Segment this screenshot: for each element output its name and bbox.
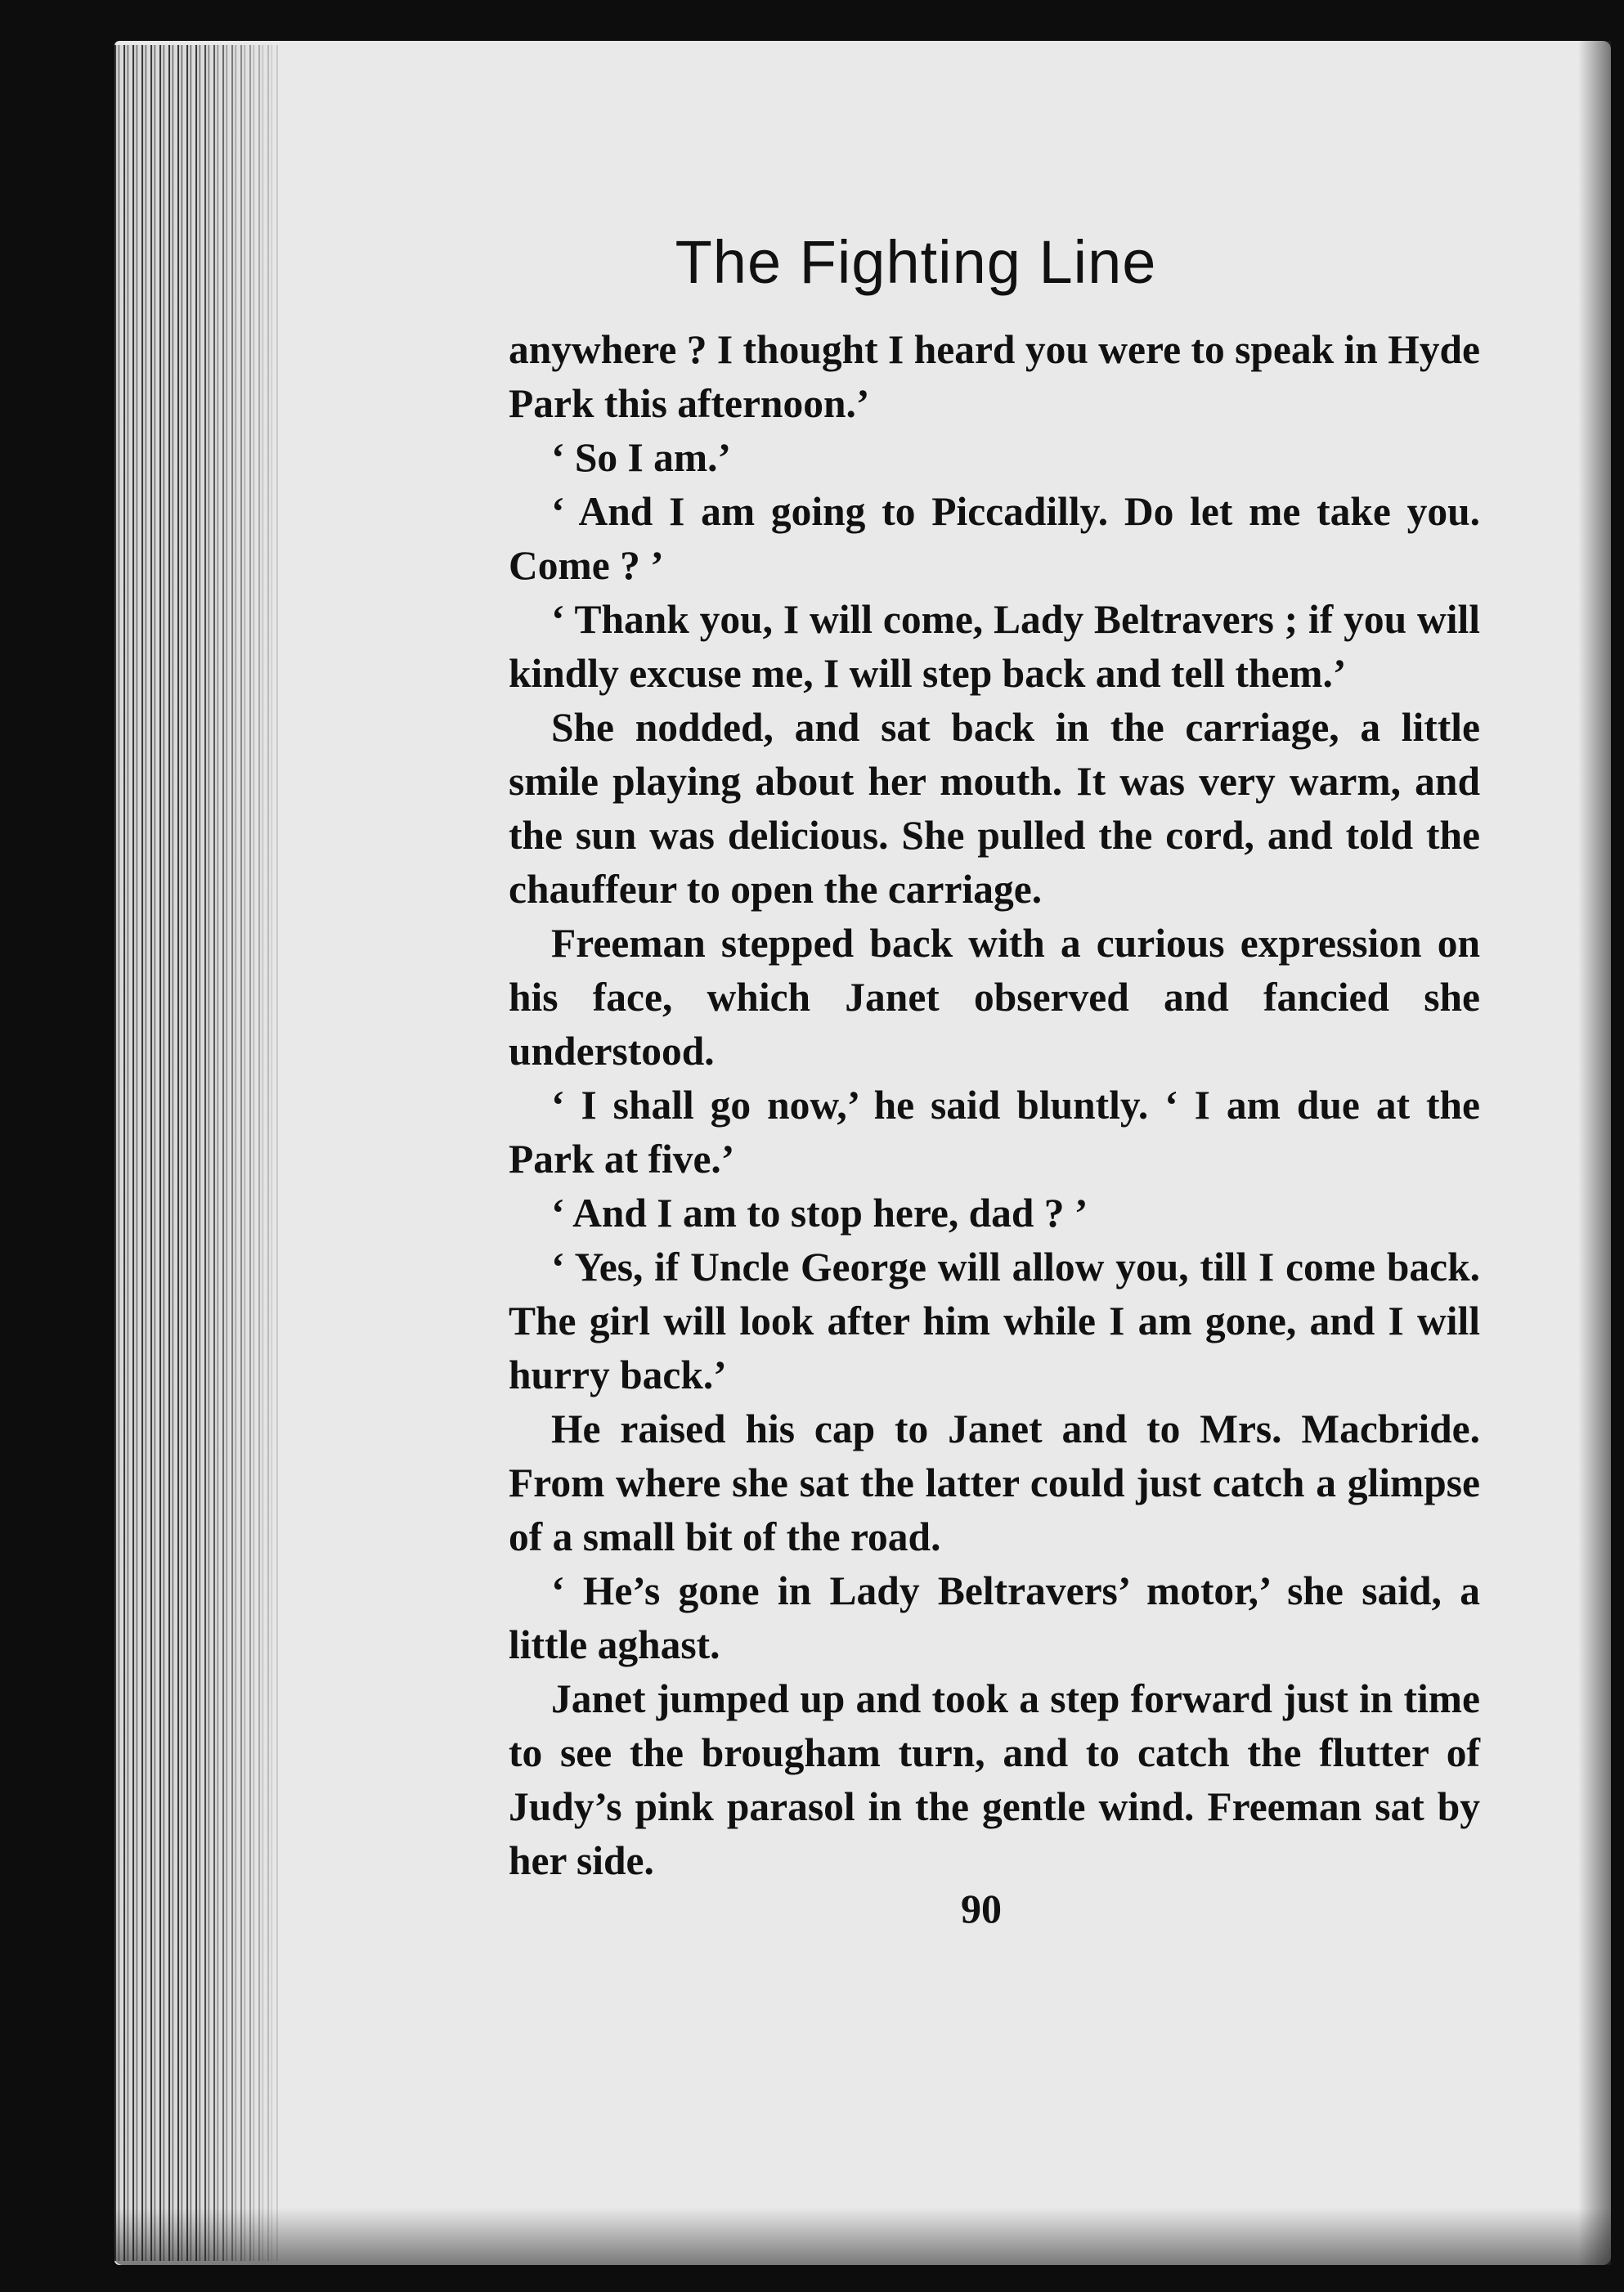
paragraph: ‘ And I am going to Piccadilly. Do let me take you. Come ? ’ (509, 489, 1480, 588)
paragraph: ‘ Thank you, I will come, Lady Beltravers ; if you will kindly excuse me, I will step back and tell them.’ (509, 597, 1480, 696)
paragraph: She nodded, and sat back in the carriage, a little smile playing about her mouth. It was very warm, and the sun was delicious. She pulled the cord, and told the chauffeur to open the carriage. (509, 705, 1480, 912)
paragraph: ‘ Yes, if Uncle George will allow you, till I come back. The girl will look after him while I am gone, and I will hurry back.’ (509, 1245, 1480, 1397)
paragraph: Freeman stepped back with a curious expression on his face, which Janet observed and fancied she understood. (509, 921, 1480, 1074)
page-edges-fade (196, 45, 294, 2261)
paragraph: ‘ And I am to stop here, dad ? ’ (551, 1191, 1088, 1236)
running-head: The Fighting Line (675, 228, 1157, 296)
page-number: 90 (961, 1886, 1002, 1931)
paragraph: He raised his cap to Janet and to Mrs. Macbride. From where she sat the latter could just catch a glimpse of a small bit of the road. (509, 1406, 1480, 1559)
paragraph: anywhere ? I thought I heard you were to speak in Hyde Park this afternoon.’ (509, 327, 1480, 426)
page-bottom-shadow (114, 2208, 1611, 2265)
paragraph: Janet jumped up and took a step forward just in time to see the brougham turn, and to catch the flutter of Judy’s pink parasol in the gentle wind. Freeman sat by her side. (509, 1676, 1480, 1883)
body-text (509, 323, 1480, 1888)
paragraph: ‘ So I am.’ (551, 435, 731, 480)
paragraph: ‘ I shall go now,’ he said bluntly. ‘ I am due at the Park at five.’ (509, 1083, 1480, 1182)
page-right-shadow (1578, 41, 1611, 2265)
paragraph: ‘ He’s gone in Lady Beltravers’ motor,’ she said, a little aghast. (509, 1568, 1480, 1667)
